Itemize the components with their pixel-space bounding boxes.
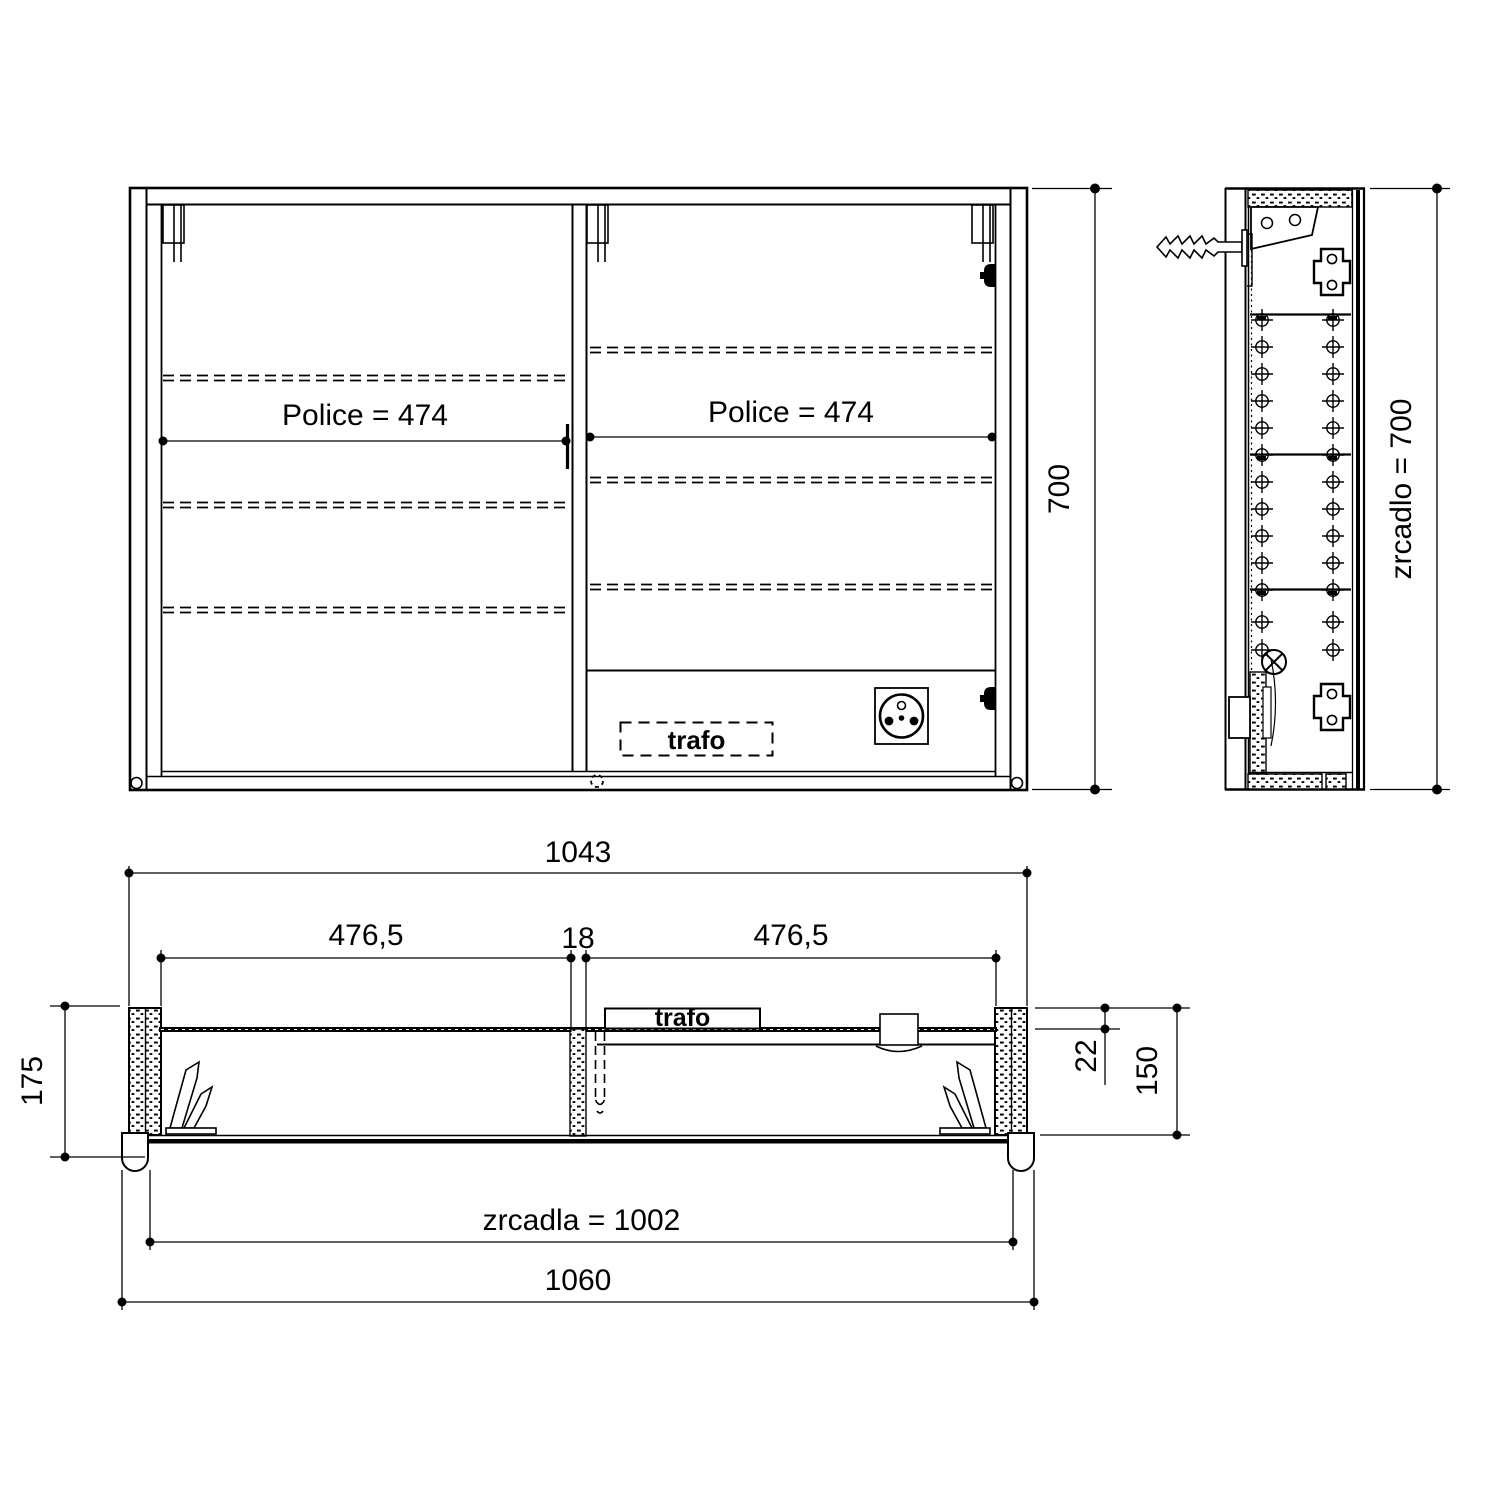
plan-mirror-width-label: zrcadla = 1002 bbox=[482, 1204, 681, 1237]
plan-overall-width-label: 1043 bbox=[544, 836, 612, 869]
door-hinge-plan-left bbox=[166, 1062, 216, 1134]
front-trafo-label: trafo bbox=[667, 725, 726, 755]
plan-gap-label: 18 bbox=[561, 922, 595, 955]
front-right-shelf-dim-label: Police = 474 bbox=[708, 396, 874, 429]
side-height-dim-label: zrcadlo = 700 bbox=[1385, 398, 1418, 580]
plan-outer-width-label: 1060 bbox=[544, 1264, 612, 1297]
hanger-bracket-icon bbox=[1251, 207, 1318, 249]
socket-plan-icon bbox=[876, 1014, 922, 1052]
socket-outlet-icon bbox=[875, 688, 928, 744]
hinge-plate-icon bbox=[1314, 684, 1350, 730]
door-hinge-plan-right bbox=[940, 1062, 990, 1134]
left-end-cap bbox=[122, 1133, 148, 1171]
bottom-panel-section bbox=[1248, 774, 1322, 789]
plan-left-door-label: 476,5 bbox=[328, 919, 404, 952]
dim-22-150 bbox=[1035, 1004, 1190, 1140]
plan-total-depth-label: 175 bbox=[16, 1055, 49, 1107]
divider-section bbox=[570, 1029, 586, 1136]
screw-hole-icon bbox=[1012, 778, 1023, 789]
front-view bbox=[130, 184, 1112, 795]
shelf-pin-holes bbox=[1251, 309, 1344, 661]
plan-carcass-depth-label: 150 bbox=[1131, 1045, 1164, 1097]
mirror-doors-edge bbox=[145, 1139, 1012, 1144]
dim-doors bbox=[157, 950, 1001, 1032]
plan-right-door-label: 476,5 bbox=[753, 919, 829, 952]
lamp-icon bbox=[1262, 650, 1286, 674]
plan-trafo-label: trafo bbox=[654, 1004, 711, 1032]
hinge-plate-icon bbox=[1314, 249, 1350, 295]
handle-profile bbox=[1229, 697, 1250, 738]
door-swing-arc bbox=[1271, 659, 1276, 746]
front-height-dim-label: 700 bbox=[1043, 463, 1076, 515]
screw-hole-icon bbox=[131, 778, 142, 789]
top-panel-section bbox=[1248, 190, 1352, 207]
plan-back-inset-label: 22 bbox=[1070, 1039, 1103, 1073]
right-end-cap bbox=[1008, 1133, 1034, 1171]
wall-anchor-screw-icon bbox=[1157, 230, 1252, 286]
front-left-shelf-dim-label: Police = 474 bbox=[282, 399, 448, 432]
